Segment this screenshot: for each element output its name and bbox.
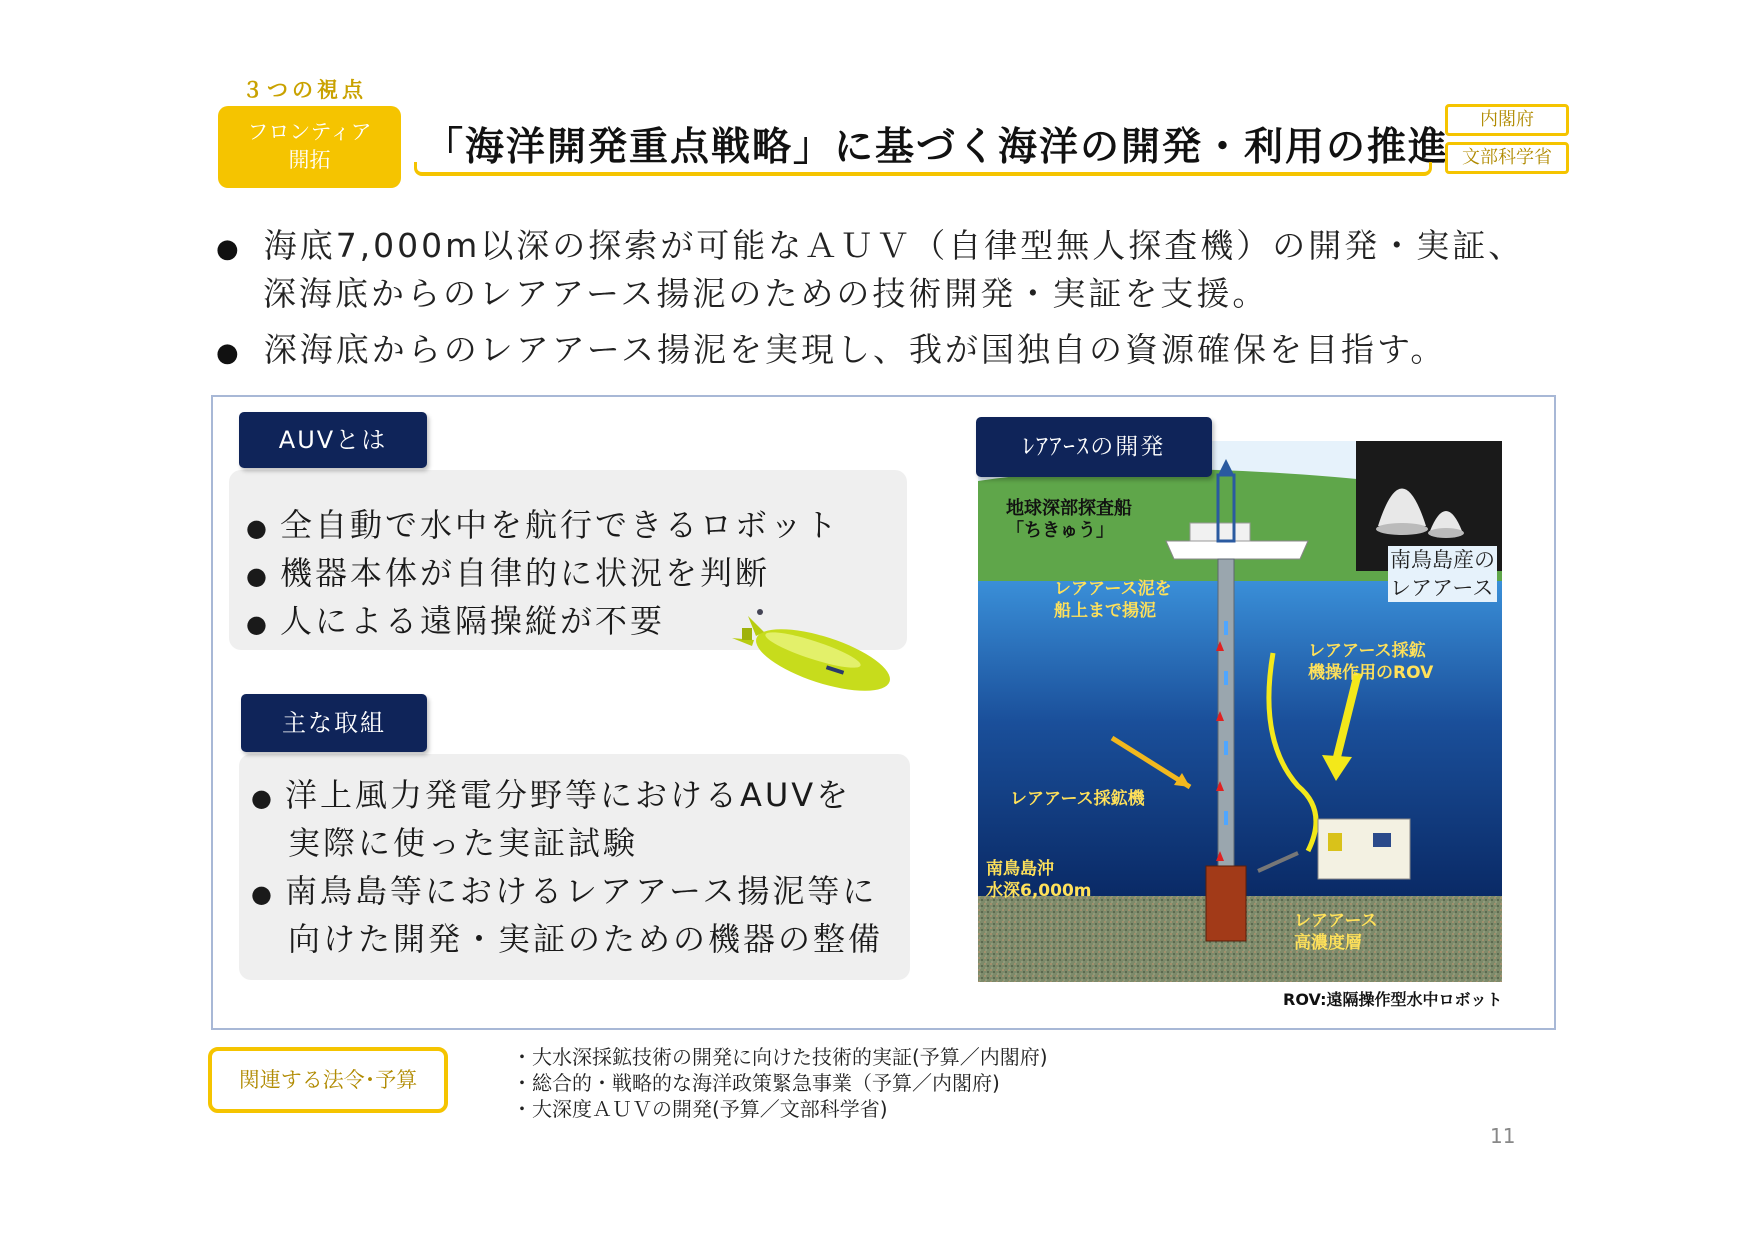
auv-item-text: 機器本体が自律的に状況を判断	[279, 554, 770, 592]
layer-label-line: レアアース	[1294, 911, 1378, 931]
depth-label-line: 南鳥島沖	[986, 859, 1054, 879]
ship-label	[1006, 498, 1132, 542]
bullet-dot-icon: ●	[246, 562, 270, 590]
rov-label	[1308, 640, 1433, 684]
efforts-item	[251, 866, 877, 912]
efforts-item-continuation: 実際に使った実証試験	[288, 824, 639, 862]
auv-item-text: 人による遠隔操縦が不要	[279, 602, 665, 640]
rov-icon	[1318, 819, 1410, 879]
lift-label-line: レアアース泥を	[1054, 579, 1172, 599]
auv-item	[246, 548, 770, 594]
rare-earth-heading: ﾚｱｱｰｽの開発	[976, 417, 1212, 477]
lift-label-line: 船上まで揚泥	[1054, 601, 1156, 621]
efforts-item-text: 洋上風力発電分野等におけるAUVを	[284, 776, 852, 814]
ministry-badge-cabinet: 内閣府	[1445, 104, 1569, 136]
efforts-item-continuation: 向けた開発・実証のための機器の整備	[288, 920, 884, 958]
page-title: 「海洋開発重点戦略」に基づく海洋の開発・利用の推進	[424, 125, 1450, 170]
depth-label	[986, 858, 1092, 902]
bullet-text: 深海底からのレアアース揚泥を実現し、我が国独自の資源確保を目指す。	[263, 330, 1447, 369]
related-laws-budget-button[interactable]: 関連する法令･予算	[208, 1047, 448, 1113]
category-line2: 開拓	[288, 148, 331, 172]
auv-item	[246, 596, 665, 642]
ministry-badge-mext: 文部科学省	[1445, 142, 1569, 174]
lift-label	[1054, 578, 1172, 622]
auv-robot-image	[728, 598, 898, 698]
page-number: 11	[1490, 1124, 1516, 1148]
related-line: ・大深度ＡＵＶの開発(予算／文部科学省)	[512, 1097, 888, 1121]
depth-label-line: 水深6,000m	[986, 881, 1092, 901]
rov-label-line: レアアース採鉱	[1308, 641, 1426, 661]
miner-label: レアアース採鉱機	[1010, 789, 1145, 809]
bullet-dot-icon: ●	[251, 880, 275, 908]
layer-label	[1294, 910, 1378, 954]
bullet-dot-icon: ●	[251, 784, 275, 812]
efforts-heading: 主な取組	[241, 694, 427, 752]
efforts-item-text: 南鳥島等におけるレアアース揚泥等に	[284, 872, 878, 910]
bullet-text: 海底7,000m以深の探索が可能なＡＵＶ（自律型無人探査機）の開発・実証、	[263, 226, 1525, 265]
related-line: ・大水深採鉱技術の開発に向けた技術的実証(予算／内閣府)	[512, 1045, 1048, 1069]
category-badge	[218, 106, 401, 188]
bullet-item	[216, 220, 1524, 267]
bullet-dot-icon: ●	[216, 234, 242, 264]
rov-label-line: 機操作用のROV	[1308, 663, 1434, 683]
related-line: ・総合的・戦略的な海洋政策緊急事業（予算／内閣府)	[512, 1071, 1000, 1095]
bullet-dot-icon: ●	[246, 610, 270, 638]
ship-label-line: 地球深部探査船	[1006, 498, 1132, 519]
layer-label-line: 高濃度層	[1294, 933, 1362, 953]
category-line1: フロンティア	[247, 120, 372, 144]
rov-caption: ROV:遠隔操作型水中ロボット	[1283, 990, 1503, 1009]
ship-label-line: 「ちきゅう」	[1006, 520, 1114, 541]
auv-item	[246, 500, 840, 546]
bullet-dot-icon: ●	[246, 514, 270, 542]
title-underline	[414, 162, 1432, 176]
sample-label	[1388, 546, 1497, 602]
auv-item-text: 全自動で水中を航行できるロボット	[279, 506, 840, 544]
bullet-continuation: 深海底からのレアアース揚泥のための技術開発・実証を支援。	[263, 274, 1269, 313]
perspective-label: ３つの視点	[242, 78, 367, 102]
mining-machine-icon	[1206, 866, 1246, 941]
sample-label-line: 南鳥島産の	[1390, 548, 1495, 572]
sample-label-line: レアアース	[1390, 576, 1494, 600]
bullet-item	[216, 324, 1446, 371]
auv-heading: AUVとは	[239, 412, 427, 468]
efforts-item	[251, 770, 851, 816]
bullet-dot-icon: ●	[216, 338, 242, 368]
